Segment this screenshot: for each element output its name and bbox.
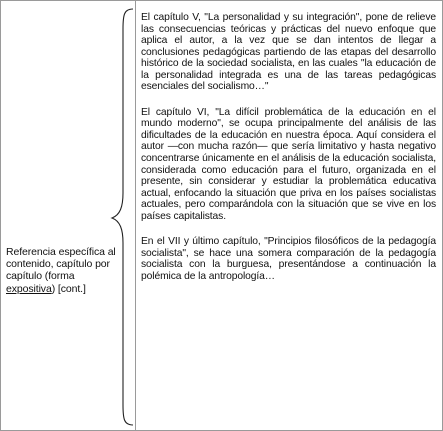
- curly-brace-icon: [109, 7, 135, 427]
- column-divider: [135, 1, 136, 430]
- row-label: [6, 246, 116, 295]
- paragraph-chapter-vi: El capítulo VI, "La difícil problemática de la educación en el mundo moderno", se ocupa principalmente del análisis de las dificultades de la educación en nuestra época. Aquí considera el autor —con mucha razón— que sería limitativo y hasta negativo concentrarse únicamente en el análisis de la educación socialista, considerada como educación para el futuro, organizada en el presente, sin considerar y estudiar la problemática educativa actual, enfocando la situación que priva en los países socialistas actuales, pero comparándola con la situación que se vive en los países capitalistas.: [141, 106, 436, 222]
- label-cell: [1, 1, 119, 430]
- content-cell: [141, 12, 436, 296]
- row-label-suffix: ) [cont.]: [51, 282, 86, 295]
- paragraph-chapter-vii: En el VII y último capítulo, "Principios filosóficos de la pedagogía socialista", se hace una somera comparación de la pedagogía socialista con la burguesa, presentándose a continuación la polémica de la antropología…: [141, 236, 436, 282]
- row-label-underlined: expositiva: [6, 282, 52, 295]
- paragraph-chapter-v: El capítulo V, "La personalidad y su integración", pone de relieve las consecuencias teóricas y prácticas del nuevo enfoque que aplica el autor, a la vez que se dan intentos de llegar a conclusiones pedagógicas partiendo de las etapas del desarrollo histórico de la sociedad socialista, en las cuales "la educación de la personalidad integrada es una de las tareas pedagógicas esenciales del socialismo…": [141, 12, 436, 93]
- row-label-prefix: Referencia específica al contenido, capítulo por capítulo (forma: [6, 246, 116, 283]
